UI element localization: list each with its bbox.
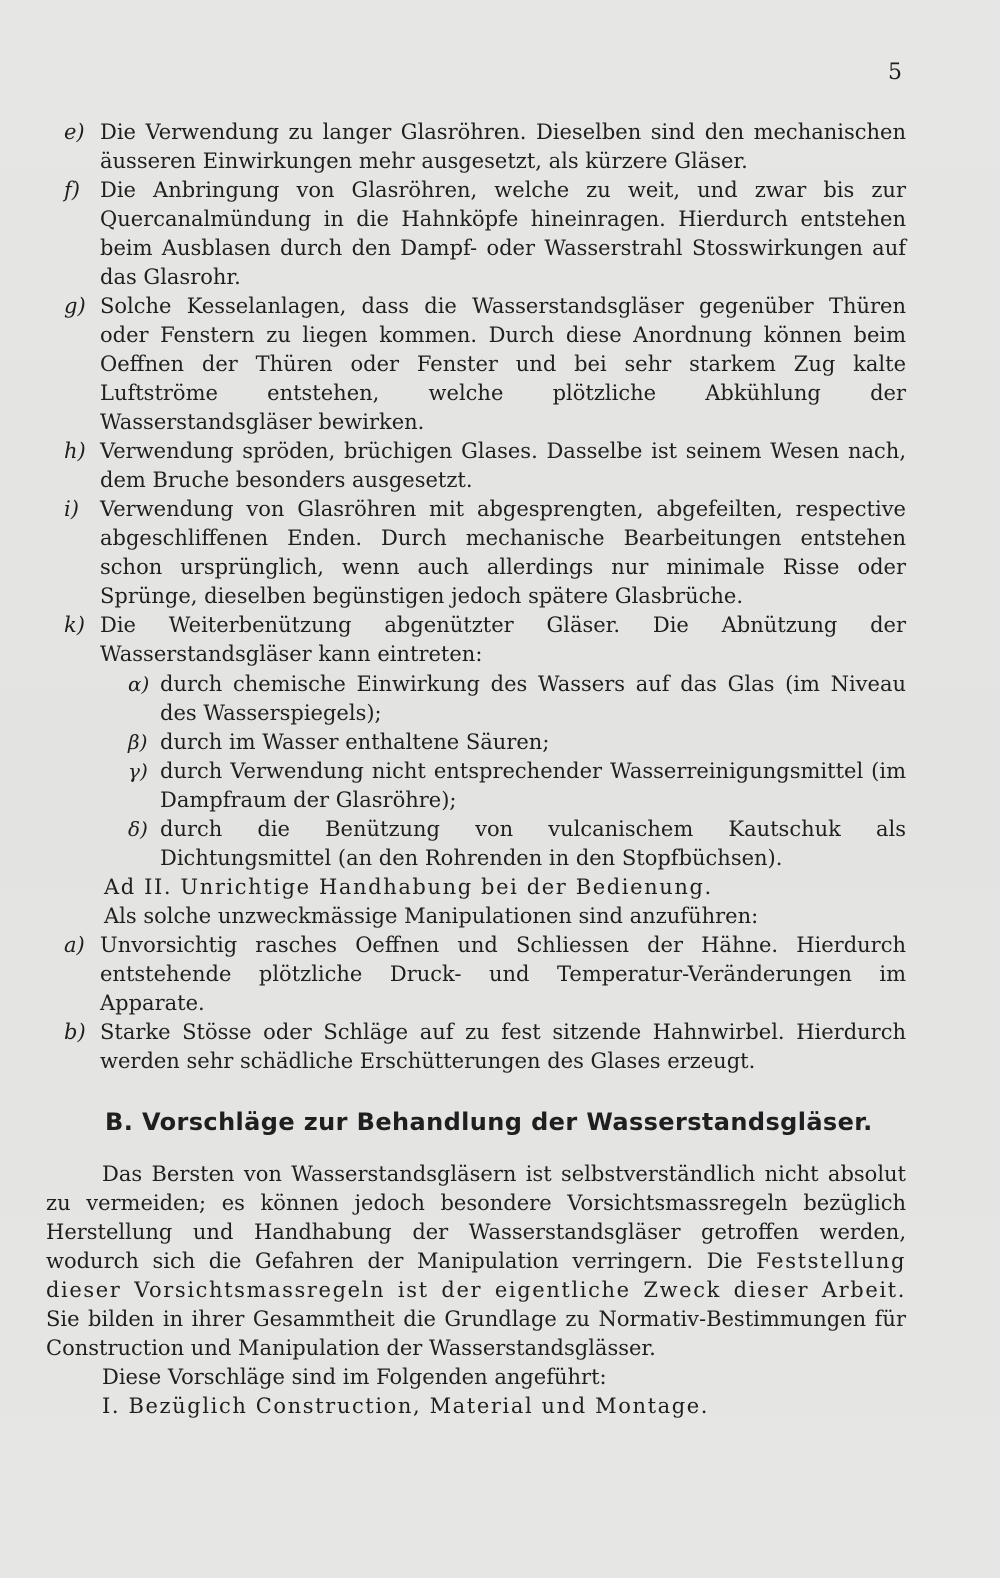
sublist-item-text: durch Verwendung nicht entsprechender Wasserreinigungsmittel (im Dampfraum der Glasröhre); [160,759,906,812]
list-marker: e) [64,120,85,144]
list-marker: i) [64,497,79,521]
handling-list [0,931,1000,1076]
sublist-marker: δ) [128,817,148,841]
sublist-item-alpha [0,670,1000,728]
list-item-text: Verwendung von Glasröhren mit abgesprengten, abgefeilten, respective abgeschliffenen Enden. Durch mechanische Bearbeitungen entstehen schon ursprünglich, wenn auch allerdings nur minimale Risse oder Sprünge, dieselben begünstigen jedoch spätere Glasbrüche. [100,497,906,608]
list-item-text: Die Verwendung zu langer Glasröhren. Dieselben sind den mechanischen äusseren Einwirkungen mehr ausgesetzt, als kürzere Gläser. [100,120,906,173]
list-item-i [0,495,1000,611]
body-paragraph: Diese Vorschläge sind im Folgenden angeführt: [102,1365,607,1389]
list-item-text: Solche Kesselanlagen, dass die Wasserstandsgläser gegenüber Thüren oder Fenstern zu liegen kommen. Durch diese Anordnung können beim Oeffnen der Thüren oder Fenster und bei sehr starkem Zug kalte Luftströme entstehen, welche plötzliche Abkühlung der Wasserstandsgläser bewirken. [100,294,906,434]
sublist-item-delta [0,815,1000,873]
list-marker: g) [64,294,86,318]
list-marker: k) [64,613,85,637]
section-b-body [0,1160,1000,1421]
list-item-a [0,931,1000,1018]
body-text: Das Bersten von Wasserstandsgläsern ist selbstverständlich nicht absolut zu vermeiden; es können jedoch besondere Vorsichtsmassregeln bezüglich Herstellung und Handhabung der Wasserstandsgläser getroffen werden, wodurch sich die Gefahren der Manipulation verringern. Die [46,1162,906,1273]
list-item-text: Starke Stösse oder Schläge auf zu fest sitzende Hahnwirbel. Hierdurch werden sehr schädliche Erschütterungen des Glases erzeugt. [100,1020,906,1073]
list-marker: b) [64,1020,86,1044]
sublist-item-gamma [0,757,1000,815]
list-marker: a) [64,933,85,957]
body-paragraph [0,1160,1000,1363]
sublist-marker: γ) [128,759,148,783]
section-ii [0,873,1000,931]
list-item-b [0,1018,1000,1076]
sublist-marker: α) [128,672,150,696]
list-item-k [0,611,1000,669]
list-item-text: Die Anbringung von Glasröhren, welche zu weit, und zwar bis zur Quercanalmündung in die Hahnköpfe hineinragen. Hierdurch entstehen beim Ausblasen durch den Dampf- oder Wasserstrahl Stosswirkungen auf das Glasrohr. [100,178,906,289]
sublist-item-beta [0,728,1000,757]
list-item-text: Die Weiterbenützung abgenützter Gläser. Die Abnützung der Wasserstandsgläser kann eintreten: [100,613,906,666]
body-text: Sie bilden in ihrer Gesammtheit die Grundlage zu Normativ-Bestimmungen für Construction und Manipulation der Wasserstandsglässer. [46,1307,906,1360]
wear-sublist [0,670,1000,873]
cause-list [0,118,1000,669]
list-item-f [0,176,1000,292]
subsection-heading: I. Bezüglich Construction, Material und Montage. [102,1394,710,1418]
section-ii-intro: Als solche unzweckmässige Manipulationen sind anzuführen: [104,904,759,928]
list-item-text: Unvorsichtig rasches Oeffnen und Schliessen der Hähne. Hierdurch entstehende plötzliche Druck- und Temperatur-Veränderungen im Apparate. [100,933,906,1015]
list-item-g [0,292,1000,437]
section-ii-heading: Ad II. Unrichtige Handhabung bei der Bedienung. [104,875,713,899]
list-item-text: Verwendung spröden, brüchigen Glases. Dasselbe ist seinem Wesen nach, dem Bruche besonders ausgesetzt. [100,439,906,492]
emphasized-text: Feststellung dieser Vorsichtsmassregeln ist der eigentliche Zweck dieser Arbeit. [46,1249,906,1302]
list-item-h [0,437,1000,495]
page-number: 5 [888,60,902,85]
list-marker: f) [64,178,80,202]
sublist-item-text: durch chemische Einwirkung des Wassers auf das Glas (im Niveau des Wasserspiegels); [160,672,906,725]
sublist-marker: β) [128,730,148,754]
section-b-heading: B. Vorschläge zur Behandlung der Wasserstandsgläser. [105,1108,873,1136]
list-item-e [0,118,1000,176]
sublist-item-text: durch die Benützung von vulcanischem Kautschuk als Dichtungsmittel (an den Rohrenden in den Stopfbüchsen). [160,817,906,870]
list-marker: h) [64,439,86,463]
sublist-item-text: durch im Wasser enthaltene Säuren; [160,730,550,754]
